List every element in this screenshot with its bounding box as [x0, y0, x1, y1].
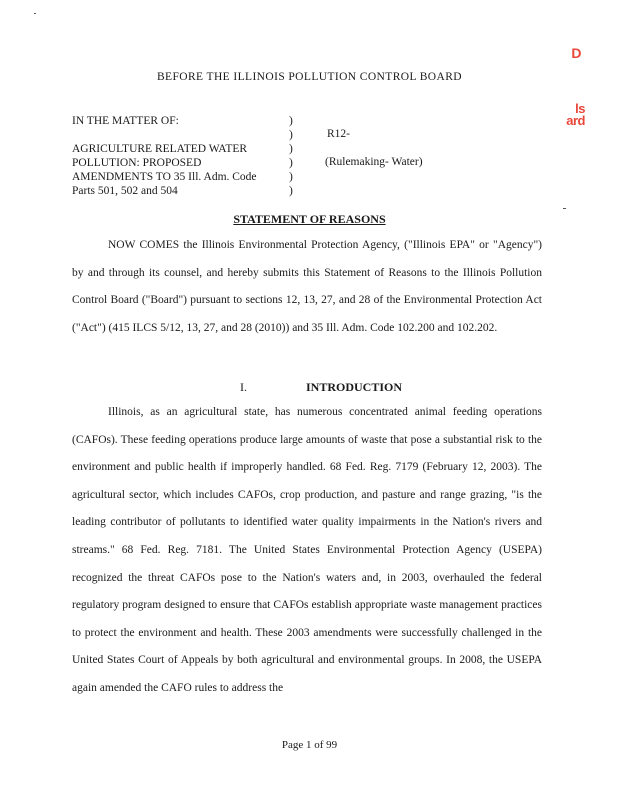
paragraph-text: Illinois, as an agricultural state, has numerous concentrated animal feeding operations (CAFOs). These feeding operations produce large amounts of waste that pose a substantial risk to the environment and public health if improperly handled. 68 Fed. Reg. 7179 (February 12, 2003). The agricultural sector, which includes CAFOs, crop production, and pasture and range grazing, "is the leading contributor of pollutants to identified water quality impairments in the Nation's rivers and streams." 68 Fed. Reg. 7181. The United States Environmental Protection Agency (USEPA) recognized the threat CAFOs pose to the Nation's waters and, in 2003, overhauled the federal regulatory program designed to ensure that CAFOs establish appropriate waste management practices to protect the environment and health. These 2003 amendments were successfully challenged in the United States Court of Appeals by both agricultural and environmental groups. In 2008, the USEPA again amended the CAFO rules to address the [72, 406, 542, 694]
docket-number: R12- [327, 128, 350, 140]
caption-paren: ) [289, 185, 293, 197]
court-header: BEFORE THE ILLINOIS POLLUTION CONTROL BOARD [156, 71, 462, 83]
caption-paren: ) [289, 129, 293, 141]
document-title: STATEMENT OF REASONS [233, 212, 386, 226]
filing-stamp-fragment-1: D [571, 45, 581, 61]
caption-paren: ) [289, 115, 293, 127]
proceeding-type: (Rulemaking- Water) [325, 156, 423, 168]
section-title: INTRODUCTION [306, 380, 403, 394]
filing-stamp-fragment-2: ls [575, 101, 585, 116]
scan-speck [563, 208, 566, 209]
caption-paren: ) [289, 171, 293, 183]
page-number: Page 1 of 99 [281, 739, 338, 751]
caption-line: IN THE MATTER OF: [72, 115, 179, 127]
caption-paren: ) [289, 157, 293, 169]
section-number: I. [240, 380, 247, 394]
filing-stamp-fragment-3: ard [566, 113, 585, 128]
caption-line: AGRICULTURE RELATED WATER [72, 143, 248, 155]
caption-line: AMENDMENTS TO 35 Ill. Adm. Code [72, 171, 257, 183]
paragraph-text: NOW COMES the Illinois Environmental Protection Agency, ("Illinois EPA" or "Agency") by and through its counsel, and hereby submits this Statement of Reasons to the Illinois Pollution Control Board ("Board") pursuant to sections 12, 13, 27, and 28 of the Environmental Protection Act ("Act") (415 ILCS 5/12, 13, 27, and 28 (2010)) and 35 Ill. Adm. Code 102.200 and 102.202. [72, 239, 542, 334]
caption-paren: ) [289, 143, 293, 155]
intro-paragraph [72, 232, 542, 342]
scan-speck [34, 13, 36, 14]
caption-line: Parts 501, 502 and 504 [72, 185, 178, 197]
caption-line: POLLUTION: PROPOSED [72, 157, 202, 169]
introduction-paragraph [72, 399, 542, 703]
